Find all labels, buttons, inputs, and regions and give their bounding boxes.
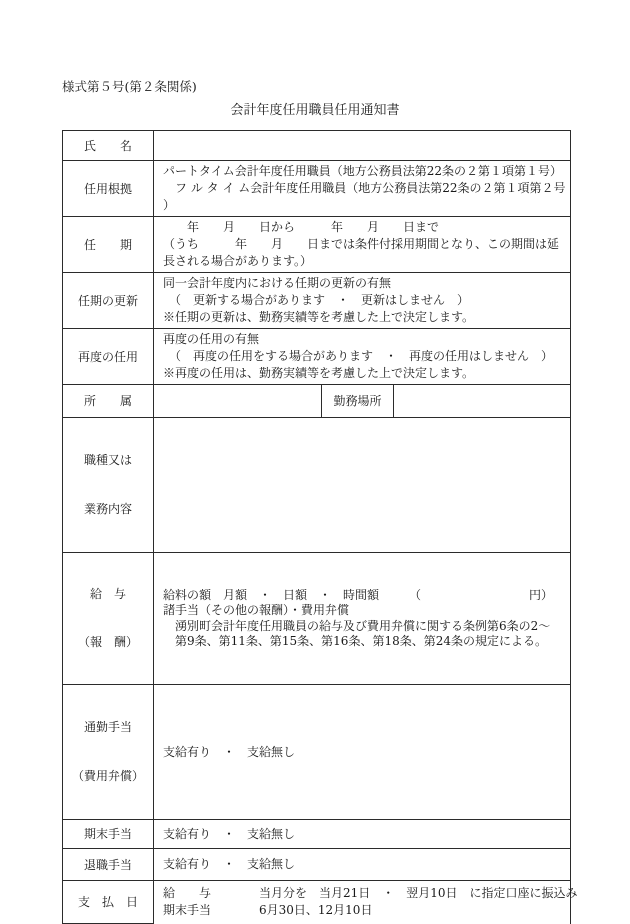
basis-content <box>154 161 571 217</box>
salary-label <box>63 553 154 685</box>
name-value <box>154 131 571 161</box>
basis-line-2: フ ル タ イ ム会計年度任用職員（地方公務員法第22条の２第１項第２号 <box>163 181 566 195</box>
affiliation-label: 所 属 <box>63 385 154 418</box>
salary-row <box>63 553 571 685</box>
job-value <box>154 418 571 553</box>
workplace-label: 勤務場所 <box>322 385 394 418</box>
term-row <box>63 217 571 273</box>
reappointment-line-3: ※再度の任用は、勤務実績等を考慮した上で決定します。 <box>163 366 475 380</box>
reappointment-line-1: 再度の任用の有無 <box>163 332 260 346</box>
basis-line-3: ） <box>163 198 176 212</box>
end-of-term-allowance-row <box>63 820 571 849</box>
renewal-line-3: ※任期の更新は、勤務実績等を考慮した上で決定します。 <box>163 310 475 324</box>
reappointment-label: 再度の任用 <box>63 329 154 385</box>
reappointment-content <box>154 329 571 385</box>
salary-label-line-2: （報 酬） <box>77 634 138 649</box>
commuting-allowance-label <box>63 685 154 820</box>
reappointment-line-2: （ 再度の任用をする場合があります ・ 再度の任用はしません ） <box>163 349 554 363</box>
renewal-row <box>63 273 571 329</box>
job-label-line-2: 業務内容 <box>83 502 132 516</box>
appointment-notice-table <box>62 130 578 924</box>
retirement-allowance-row <box>63 849 571 881</box>
retirement-allowance-options: 支給有り ・ 支給無し <box>163 857 296 871</box>
payday-row <box>63 881 571 924</box>
salary-line-4: 第9条、第11条、第15条、第16条、第18条、第24条の規定による。 <box>163 634 547 648</box>
salary-line-2: 諸手当（その他の報酬）・費用弁償 <box>163 603 350 617</box>
affiliation-value <box>154 385 322 418</box>
commuting-allowance-row <box>63 685 571 820</box>
renewal-line-1: 同一会計年度内における任期の更新の有無 <box>163 276 392 290</box>
renewal-content <box>154 273 571 329</box>
term-line-3: 長される場合があります。） <box>163 254 313 268</box>
retirement-allowance-value <box>154 849 571 881</box>
end-of-term-allowance-value <box>154 820 571 849</box>
salary-line-1: 給料の額 月額 ・ 日額 ・ 時間額 （ 円） <box>163 587 554 602</box>
commuting-allowance-value <box>154 685 571 820</box>
name-label: 氏 名 <box>63 131 154 161</box>
salary-line-3: 湧別町会計年度任用職員の給与及び費用弁償に関する条例第6条の2～ <box>163 618 551 633</box>
payday-line-2: 期末手当 6月30日、12月10日 <box>163 903 373 918</box>
end-of-term-allowance-options: 支給有り ・ 支給無し <box>163 826 296 841</box>
name-row <box>63 131 571 161</box>
retirement-allowance-label: 退職手当 <box>63 849 154 881</box>
job-row <box>63 418 571 553</box>
renewal-line-2: （ 更新する場合があります ・ 更新はしません ） <box>163 293 470 307</box>
salary-label-line-1: 給 与 <box>89 587 126 601</box>
affiliation-row <box>63 385 571 418</box>
commuting-allowance-label-line-1: 通勤手当 <box>83 720 132 734</box>
commuting-allowance-options: 支給有り ・ 支給無し <box>163 744 296 759</box>
job-label <box>63 418 154 553</box>
term-line-2: （うち 年 月 日までは条件付採用期間となり、この期間は延 <box>163 237 560 251</box>
term-line-1: 年 月 日から 年 月 日まで <box>163 220 440 234</box>
payday-content <box>154 881 578 924</box>
term-label: 任 期 <box>63 217 154 273</box>
workplace-value <box>394 385 571 418</box>
renewal-label: 任期の更新 <box>63 273 154 329</box>
form-number: 様式第５号(第２条関係) <box>62 79 197 94</box>
job-label-line-1: 職種又は <box>83 453 132 467</box>
document-title: 会計年度任用職員任用通知書 <box>230 103 400 118</box>
salary-content <box>154 553 571 685</box>
basis-row <box>63 161 571 217</box>
end-of-term-allowance-label: 期末手当 <box>63 820 154 849</box>
reappointment-row <box>63 329 571 385</box>
term-content <box>154 217 571 273</box>
basis-line-1: パートタイム会計年度任用職員（地方公務員法第22条の２第１項第１号） <box>163 164 563 178</box>
payday-label: 支 払 日 <box>63 881 154 924</box>
basis-label: 任用根拠 <box>63 161 154 217</box>
commuting-allowance-label-line-2: （費用弁償） <box>71 769 144 783</box>
payday-line-1: 給 与 当月分を 当月21日 ・ 翌月10日 に指定口座に振込み <box>163 886 578 901</box>
